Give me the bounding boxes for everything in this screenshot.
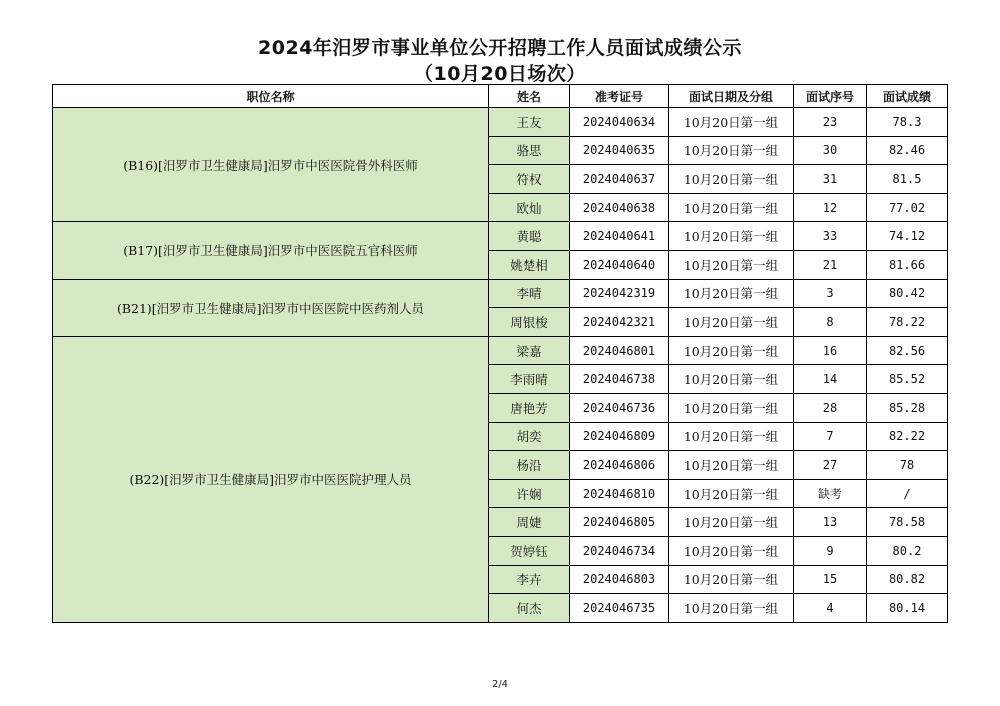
order-cell: 14	[794, 365, 867, 394]
exam-id-cell: 2024040640	[570, 250, 669, 279]
exam-id-cell: 2024046805	[570, 508, 669, 537]
header-interview-order: 面试序号	[794, 85, 867, 108]
exam-id-cell: 2024042321	[570, 308, 669, 337]
name-cell: 贺婷钰	[489, 536, 570, 565]
date-group-cell: 10月20日第一组	[669, 136, 794, 165]
name-cell: 梁嘉	[489, 336, 570, 365]
order-cell: 15	[794, 565, 867, 594]
name-cell: 李晴	[489, 279, 570, 308]
exam-id-cell: 2024040637	[570, 165, 669, 194]
header-name: 姓名	[489, 85, 570, 108]
exam-id-cell: 2024046803	[570, 565, 669, 594]
name-cell: 欧灿	[489, 193, 570, 222]
score-cell: 80.82	[867, 565, 948, 594]
date-group-cell: 10月20日第一组	[669, 594, 794, 623]
date-group-cell: 10月20日第一组	[669, 250, 794, 279]
exam-id-cell: 2024046801	[570, 336, 669, 365]
position-title-cell: (B21)[汨罗市卫生健康局]汨罗市中医医院中医药剂人员	[53, 279, 489, 336]
page-subtitle: （10月20日场次）	[414, 63, 586, 85]
exam-id-cell: 2024040634	[570, 108, 669, 137]
score-cell: 78.58	[867, 508, 948, 537]
position-title-cell: (B22)[汨罗市卫生健康局]汨罗市中医医院护理人员	[53, 336, 489, 622]
name-cell: 黄聪	[489, 222, 570, 251]
score-cell: 78.22	[867, 308, 948, 337]
name-cell: 周银梭	[489, 308, 570, 337]
page-title: 2024年汨罗市事业单位公开招聘工作人员面试成绩公示	[258, 37, 742, 59]
score-cell: 81.66	[867, 250, 948, 279]
exam-id-cell: 2024046735	[570, 594, 669, 623]
score-cell: 81.5	[867, 165, 948, 194]
score-cell: 77.02	[867, 193, 948, 222]
name-cell: 符权	[489, 165, 570, 194]
name-cell: 姚楚相	[489, 250, 570, 279]
score-cell: 82.22	[867, 422, 948, 451]
score-cell: 80.42	[867, 279, 948, 308]
table-row	[53, 108, 948, 137]
score-cell: 85.52	[867, 365, 948, 394]
date-group-cell: 10月20日第一组	[669, 536, 794, 565]
table-row	[53, 336, 948, 365]
order-cell: 23	[794, 108, 867, 137]
exam-id-cell: 2024040638	[570, 193, 669, 222]
exam-id-cell: 2024046810	[570, 479, 669, 508]
exam-id-cell: 2024046736	[570, 393, 669, 422]
name-cell: 杨沿	[489, 451, 570, 480]
order-cell: 9	[794, 536, 867, 565]
exam-id-cell: 2024040635	[570, 136, 669, 165]
score-cell: 85.28	[867, 393, 948, 422]
header-position: 职位名称	[53, 85, 489, 108]
order-cell: 4	[794, 594, 867, 623]
score-cell: 80.14	[867, 594, 948, 623]
header-interview-score: 面试成绩	[867, 85, 948, 108]
exam-id-cell: 2024046734	[570, 536, 669, 565]
order-cell: 27	[794, 451, 867, 480]
order-cell: 16	[794, 336, 867, 365]
name-cell: 周婕	[489, 508, 570, 537]
order-cell: 12	[794, 193, 867, 222]
date-group-cell: 10月20日第一组	[669, 193, 794, 222]
name-cell: 李卉	[489, 565, 570, 594]
table-row	[53, 222, 948, 251]
score-cell: 80.2	[867, 536, 948, 565]
date-group-cell: 10月20日第一组	[669, 479, 794, 508]
date-group-cell: 10月20日第一组	[669, 422, 794, 451]
order-cell: 28	[794, 393, 867, 422]
order-cell: 7	[794, 422, 867, 451]
score-cell: 78	[867, 451, 948, 480]
position-title-cell: (B17)[汨罗市卫生健康局]汨罗市中医医院五官科医师	[53, 222, 489, 279]
name-cell: 许娴	[489, 479, 570, 508]
order-cell: 33	[794, 222, 867, 251]
date-group-cell: 10月20日第一组	[669, 365, 794, 394]
header-exam-id: 准考证号	[570, 85, 669, 108]
order-cell: 3	[794, 279, 867, 308]
date-group-cell: 10月20日第一组	[669, 393, 794, 422]
date-group-cell: 10月20日第一组	[669, 451, 794, 480]
position-title-cell: (B16)[汨罗市卫生健康局]汨罗市中医医院骨外科医师	[53, 108, 489, 222]
exam-id-cell: 2024042319	[570, 279, 669, 308]
exam-id-cell: 2024046806	[570, 451, 669, 480]
table-header-row	[53, 85, 948, 108]
exam-id-cell: 2024046809	[570, 422, 669, 451]
name-cell: 何杰	[489, 594, 570, 623]
order-cell: 13	[794, 508, 867, 537]
name-cell: 唐艳芳	[489, 393, 570, 422]
date-group-cell: 10月20日第一组	[669, 508, 794, 537]
order-cell: 31	[794, 165, 867, 194]
order-cell: 缺考	[794, 479, 867, 508]
name-cell: 李雨晴	[489, 365, 570, 394]
order-cell: 30	[794, 136, 867, 165]
score-cell: 74.12	[867, 222, 948, 251]
results-table	[52, 84, 948, 623]
score-cell: 82.46	[867, 136, 948, 165]
score-cell: 78.3	[867, 108, 948, 137]
exam-id-cell: 2024046738	[570, 365, 669, 394]
date-group-cell: 10月20日第一组	[669, 165, 794, 194]
page-indicator: 2/4	[491, 679, 509, 690]
table-row	[53, 279, 948, 308]
date-group-cell: 10月20日第一组	[669, 565, 794, 594]
exam-id-cell: 2024040641	[570, 222, 669, 251]
date-group-cell: 10月20日第一组	[669, 279, 794, 308]
date-group-cell: 10月20日第一组	[669, 336, 794, 365]
date-group-cell: 10月20日第一组	[669, 108, 794, 137]
name-cell: 骆思	[489, 136, 570, 165]
header-interview-date-group: 面试日期及分组	[669, 85, 794, 108]
date-group-cell: 10月20日第一组	[669, 222, 794, 251]
name-cell: 王友	[489, 108, 570, 137]
date-group-cell: 10月20日第一组	[669, 308, 794, 337]
order-cell: 8	[794, 308, 867, 337]
score-cell: /	[867, 479, 948, 508]
name-cell: 胡奕	[489, 422, 570, 451]
order-cell: 21	[794, 250, 867, 279]
score-cell: 82.56	[867, 336, 948, 365]
